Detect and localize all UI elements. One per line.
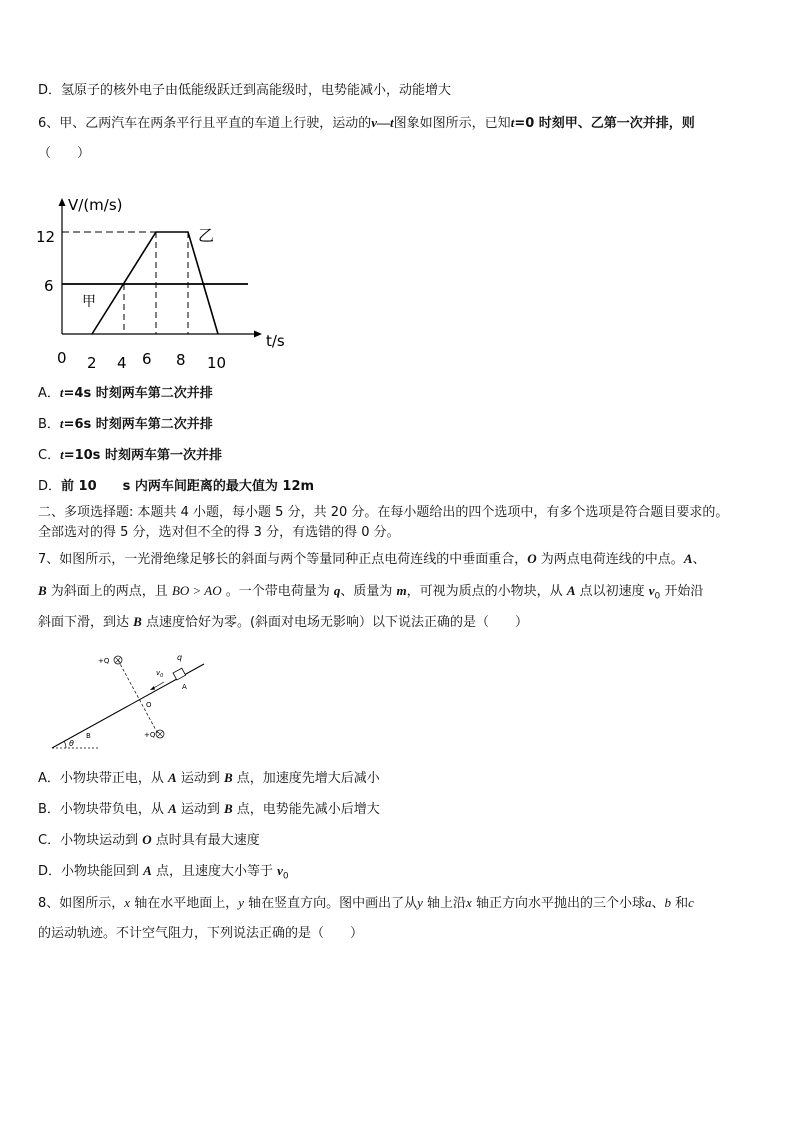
section2-line2: 全部选对的得 5 分，选对但不全的得 3 分，有选错的得 0 分。 <box>38 525 400 540</box>
q8-line1 <box>38 894 694 913</box>
q8-line2: 的运动轨迹。不计空气阻力，下列说法正确的是（ ） <box>38 926 364 941</box>
q6-option-c-text: =10s 时刻两车第一次并排 <box>63 448 222 463</box>
q8-line1-d: 轴上沿 <box>422 896 467 911</box>
q7-option-c-text-a: 小物块运动到 <box>60 833 143 848</box>
q6-xtick-10: 10 <box>207 354 227 372</box>
q7-line1-c: 、 <box>692 552 706 567</box>
q7-option-d-v: v <box>277 863 283 878</box>
q6-x-arrow <box>254 331 262 338</box>
q7-line2-m: m <box>396 583 407 598</box>
q7-charge-line <box>118 660 158 734</box>
q7-label-A: A <box>182 683 187 691</box>
q7-line1-A: A <box>683 551 693 566</box>
q7-option-d <box>38 862 289 886</box>
q6-y-arrow <box>59 198 66 206</box>
q5-option-d: D．氢原子的核外电子由低能级跃迁到高能级时，电势能减小，动能增大 <box>38 83 452 98</box>
q7-option-a-text-c: 点，加速度先增大后减小 <box>232 771 380 786</box>
q7-line2-B: B <box>38 583 47 598</box>
q7-label-B: B <box>86 732 91 740</box>
q8-c: c <box>688 895 694 910</box>
q7-theta-arc <box>64 741 66 748</box>
q7-line1 <box>38 550 706 569</box>
q8-y2: y <box>417 895 423 910</box>
section2-line1: 二、多项选择题: 本题共 4 小题，每小题 5 分，共 20 分。在每小题给出的四个选项中，有多个选项是符合题目要求的。 <box>38 505 729 520</box>
q8-line1-e: 轴正方向水平抛出的三个小球 <box>471 896 645 911</box>
q8-line1-a: 8、如图所示， <box>38 896 125 911</box>
q8-a: a <box>644 895 652 910</box>
q7-option-b-A: A <box>168 801 177 816</box>
q6-line-yi <box>92 232 218 334</box>
q8-x2: x <box>466 895 472 910</box>
q7-line3-b: 点速度恰好为零。(斜面对电场无影响）以下说法正确的是（ ） <box>141 615 529 630</box>
q6-xlabel: t/s <box>266 332 285 350</box>
q6-option-b-t: t <box>59 416 64 431</box>
q6-option-d <box>38 478 314 496</box>
q7-option-c-letter: C． <box>38 833 61 848</box>
q7-label-theta: θ <box>69 739 74 748</box>
q6-option-b <box>38 415 213 434</box>
q7-option-a-B: B <box>223 770 233 785</box>
q7-option-a-text-a: 小物块带正电，从 <box>59 771 169 786</box>
q7-option-c-text-b: 点时具有最大速度 <box>151 833 260 848</box>
q6-stem-a: 6、甲、乙两汽车在两条平行且平直的车道上行驶，运动的 <box>38 116 372 131</box>
q7-line2-A: A <box>566 583 576 598</box>
q7-line2-b: 。一个带电荷量为 <box>221 584 334 599</box>
q6-vt-graph <box>30 190 310 380</box>
q7-label-charge-top: +Q <box>98 657 110 665</box>
q7-line3 <box>38 613 528 632</box>
q7-option-a-letter: A． <box>38 771 60 786</box>
q6-option-c-t: t <box>60 447 64 462</box>
q6-stem-c: =0 时刻甲、乙第一次并排，则 <box>514 116 695 131</box>
q8-b: b <box>664 895 671 910</box>
q7-line1-a: 7、如图所示，一光滑绝缘足够长的斜面与两个等量同种正点电荷连线的中垂面重合， <box>38 552 528 567</box>
q7-option-d-v-sub: 0 <box>282 871 289 882</box>
q7-label-O: O <box>146 701 152 709</box>
q7-option-a-text-b: 运动到 <box>176 771 224 786</box>
q8-line1-b: 轴在水平地面上， <box>130 896 239 911</box>
q6-stem-var: v—t <box>371 115 394 130</box>
q7-line2-f: 开始沿 <box>660 584 704 599</box>
q7-line3-B: B <box>133 614 142 629</box>
q7-option-c <box>38 831 260 850</box>
q7-option-c-O: O <box>142 832 152 847</box>
q6-ylabel: V/(m/s) <box>68 196 123 214</box>
q7-line2-ineq: BO > AO <box>171 583 222 598</box>
q7-line2-a: 为斜面上的两点，且 <box>46 584 172 599</box>
q6-label-jia: 甲 <box>82 294 96 310</box>
q7-option-b <box>38 800 380 819</box>
q6-stem <box>38 114 695 133</box>
q7-option-b-letter: B． <box>38 802 60 817</box>
q7-option-a-A: A <box>168 770 177 785</box>
q6-xtick-8: 8 <box>176 351 186 369</box>
q7-label-q: q <box>177 653 183 662</box>
q7-line3-a: 斜面下滑，到达 <box>38 615 134 630</box>
q6-option-a <box>38 384 213 403</box>
q7-line2-e: 点以初速度 <box>575 584 649 599</box>
q7-line1-O: O <box>527 551 537 566</box>
q6-xtick-0: 0 <box>57 349 67 367</box>
q6-option-a-letter: A． <box>38 386 60 401</box>
q7-line2-v-sub: 0 <box>654 591 661 602</box>
q6-xtick-2: 2 <box>87 354 97 372</box>
q6-label-yi: 乙 <box>198 226 215 245</box>
q8-y: y <box>238 895 244 910</box>
q7-option-a <box>38 769 380 788</box>
q6-xtick-6: 6 <box>142 350 152 368</box>
q7-line2-c: 、质量为 <box>340 584 397 599</box>
q7-label-charge-bottom: +Q <box>144 731 156 739</box>
q7-option-d-text-b: 点，且速度大小等于 <box>151 864 278 879</box>
q6-paren: （ ） <box>38 146 91 161</box>
q6-option-d-text: 前 10 s 内两车间距离的最大值为 12m <box>61 479 315 494</box>
q7-line2-q: q <box>333 583 341 598</box>
q6-stem-b: 图象如图所示，已知 <box>393 116 511 131</box>
q8-sep1: 、 <box>651 896 665 911</box>
q8-sep2: 和 <box>670 896 689 911</box>
q6-xtick-4: 4 <box>117 354 127 372</box>
q6-ytick-6: 6 <box>44 277 54 295</box>
q6-stem-t: t <box>510 115 515 130</box>
q7-option-d-letter: D． <box>38 864 62 879</box>
q7-option-d-text-a: 小物块能回到 <box>61 864 144 879</box>
q7-option-b-text-b: 运动到 <box>176 802 224 817</box>
q7-option-b-text-c: 点，电势能先减小后增大 <box>232 802 380 817</box>
q7-option-b-text-a: 小物块带负电，从 <box>59 802 169 817</box>
q6-option-b-text: =6s 时刻两车第二次并排 <box>63 417 213 432</box>
q7-block <box>173 668 186 680</box>
q7-option-d-A: A <box>143 863 152 878</box>
q7-line1-b: 为两点电荷连线的中点。 <box>536 552 684 567</box>
q6-option-b-letter: B． <box>38 417 60 432</box>
q6-option-a-text: =4s 时刻两车第二次并排 <box>63 386 213 401</box>
q7-line2-d: ，可视为质点的小物块，从 <box>406 584 567 599</box>
q6-option-c <box>38 446 222 465</box>
q7-line2 <box>38 582 703 606</box>
q6-option-a-t: t <box>59 385 64 400</box>
q8-x: x <box>124 895 131 910</box>
q6-option-d-letter: D． <box>38 479 62 494</box>
q8-line1-c: 轴在竖直方向。图中画出了从 <box>243 896 418 911</box>
q6-ytick-12: 12 <box>36 228 56 246</box>
q7-option-b-B: B <box>224 801 233 816</box>
q6-option-c-letter: C． <box>38 448 61 463</box>
q7-line2-v: v <box>648 583 655 598</box>
q7-figure <box>40 648 220 758</box>
q7-label-v0: $v_0$ <box>156 669 164 679</box>
